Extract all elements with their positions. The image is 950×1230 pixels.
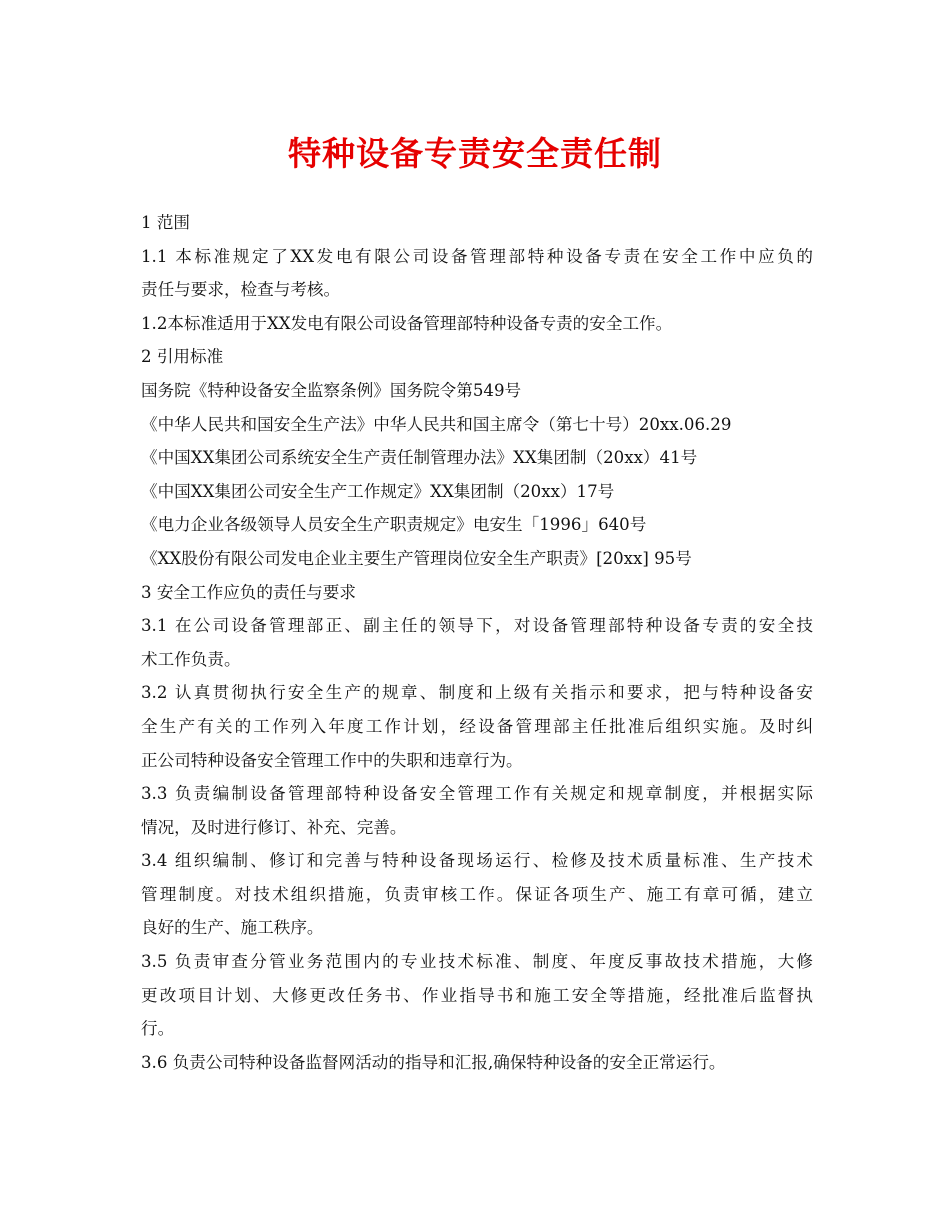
document-line: 责任与要求，检查与考核。: [141, 280, 341, 300]
document-line: 管理制度。对技术组织措施，负责审核工作。保证各项生产、施工有章可循，建立: [141, 884, 813, 904]
document-line: 3 安全工作应负的责任与要求: [141, 582, 356, 602]
document-line: 3.6 负责公司特种设备监督网活动的指导和汇报,确保特种设备的安全正常运行。: [141, 1052, 726, 1072]
document-line: 《中华人民共和国安全生产法》中华人民共和国主席令（第七十号）20xx.06.29: [141, 414, 732, 434]
document-line: 3.1 在公司设备管理部正、副主任的领导下，对设备管理部特种设备专责的安全技: [141, 616, 813, 636]
document-line: 行。: [141, 1019, 175, 1039]
document-line: 国务院《特种设备安全监察条例》国务院令第549号: [141, 380, 522, 400]
document-line: 《XX股份有限公司发电企业主要生产管理岗位安全生产职责》[20xx] 95号: [141, 548, 692, 568]
document-line: 《电力企业各级领导人员安全生产职责规定》电安生「1996」640号: [141, 515, 647, 535]
document-line: 1 范围: [141, 213, 191, 232]
document-line: 《中国XX集团公司系统安全生产责任制管理办法》XX集团制（20xx）41号: [141, 448, 698, 468]
document-line: 3.5 负责审查分管业务范围内的专业技术标准、制度、年度反事故技术措施，大修: [141, 952, 813, 972]
document-line: 正公司特种设备安全管理工作中的失职和违章行为。: [141, 750, 523, 770]
document-line: 《中国XX集团公司安全生产工作规定》XX集团制（20xx）17号: [141, 481, 615, 501]
document-line: 1.2本标准适用于XX发电有限公司设备管理部特种设备专责的安全工作。: [141, 313, 673, 333]
document-title: 特种设备专责安全责任制: [288, 134, 662, 173]
document-line: 更改项目计划、大修更改任务书、作业指导书和施工安全等措施，经批准后监督执: [141, 985, 813, 1005]
document-line: 2 引用标准: [141, 347, 224, 367]
document-line: 全生产有关的工作列入年度工作计划，经设备管理部主任批准后组织实施。及时纠: [141, 716, 813, 736]
document-line: 3.4 组织编制、修订和完善与特种设备现场运行、检修及技术质量标准、生产技术: [141, 851, 813, 871]
document-body: [141, 206, 813, 1079]
document-line: 1.1 本标准规定了XX发电有限公司设备管理部特种设备专责在安全工作中应负的: [141, 246, 813, 266]
document-line: 3.3 负责编制设备管理部特种设备安全管理工作有关规定和规章制度，并根据实际: [141, 784, 813, 804]
document-line: 术工作负责。: [141, 649, 241, 669]
document-line: 3.2 认真贯彻执行安全生产的规章、制度和上级有关指示和要求，把与特种设备安: [141, 683, 813, 703]
document-line: 良好的生产、施工秩序。: [141, 918, 324, 938]
document-line: 情况，及时进行修订、补充、完善。: [141, 817, 407, 837]
